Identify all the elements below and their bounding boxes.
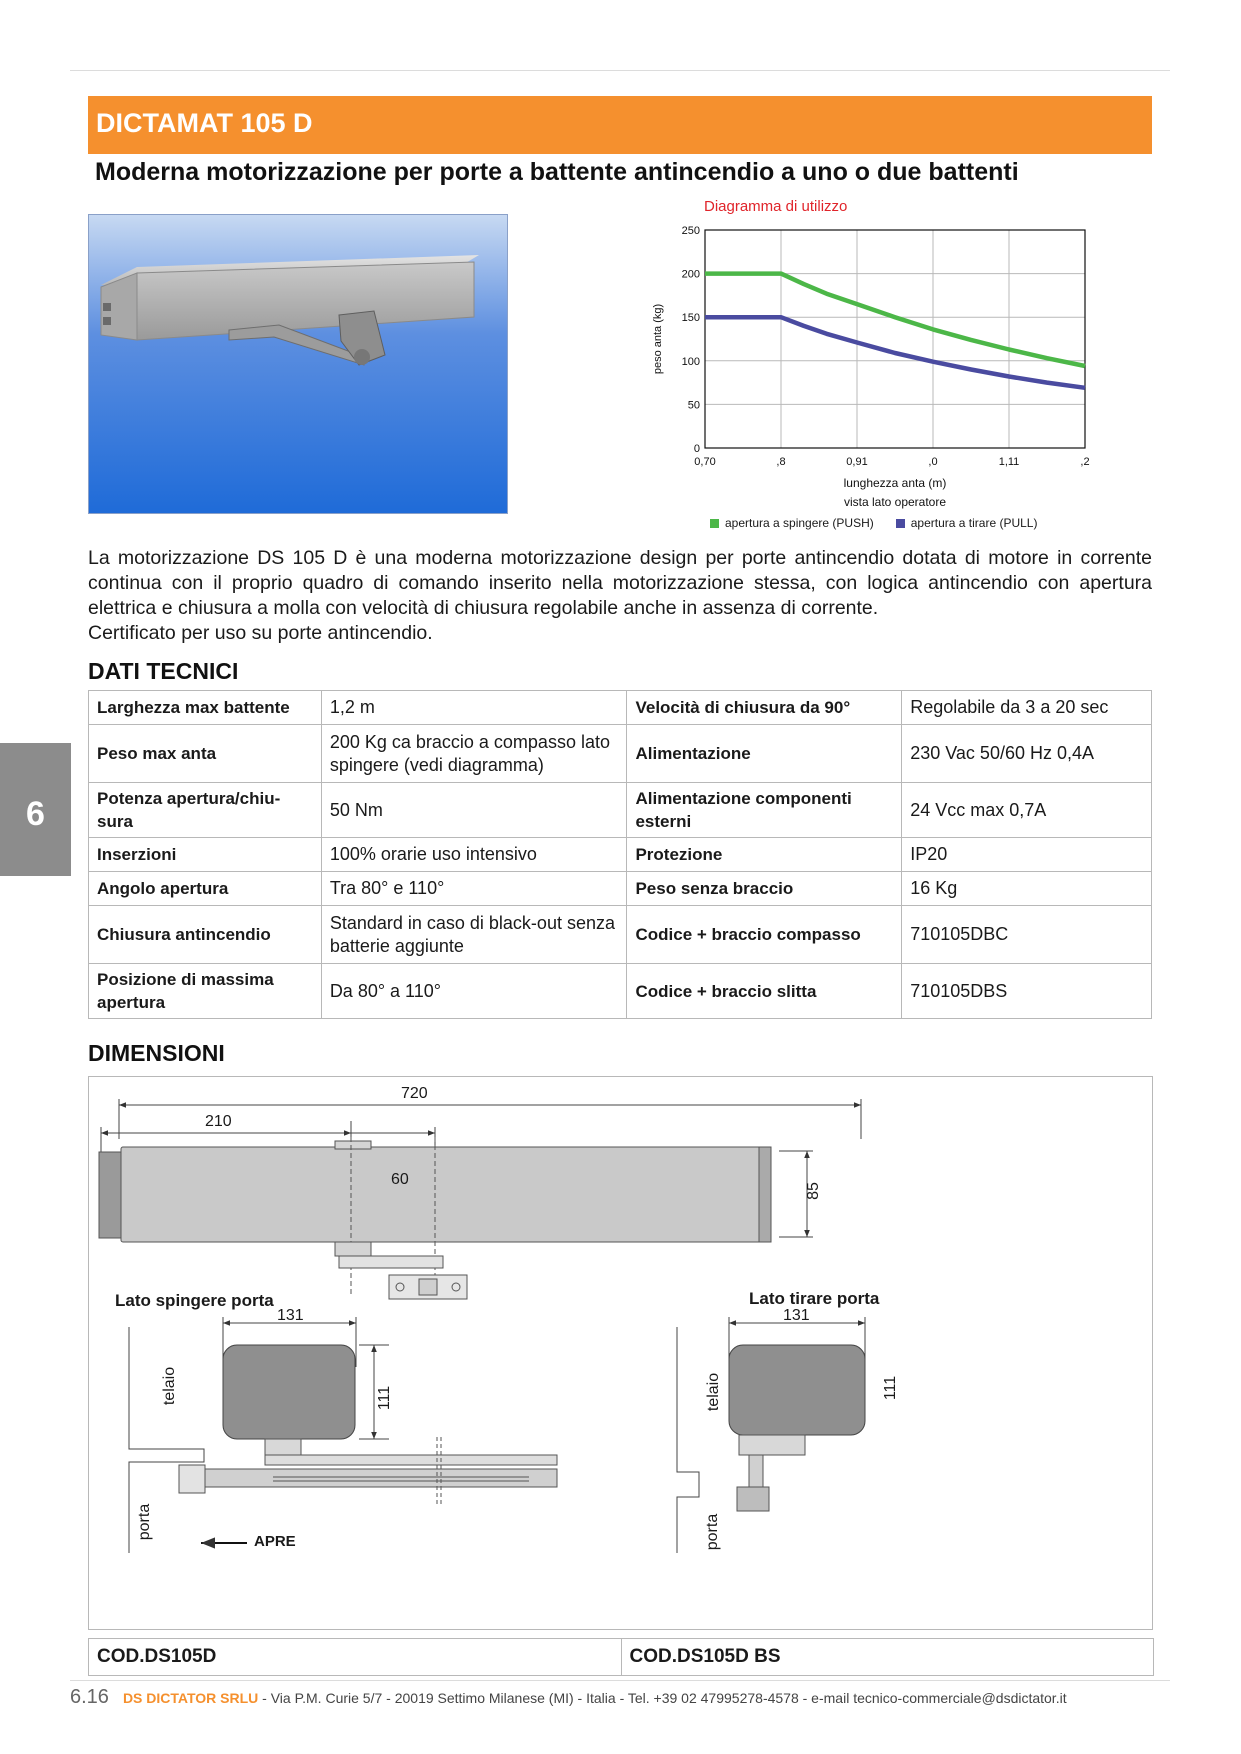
footer — [70, 1686, 1067, 1709]
chart-legend — [710, 516, 1037, 530]
dim-210: 210 — [205, 1113, 232, 1130]
chart-y-tick-label: 150 — [681, 312, 700, 325]
chart-x-tick-label: ,8 — [776, 456, 786, 468]
chart-y-tick-label: 50 — [687, 399, 700, 412]
dim-60: 60 — [391, 1171, 409, 1188]
push-dim-111: 111 — [376, 1385, 394, 1411]
page-subtitle: Moderna motorizzazione per porte a battente antincendio a uno o due battenti — [95, 158, 1019, 186]
usage-chart — [640, 222, 1090, 512]
description — [88, 546, 1152, 646]
chart-x-tick-label: 0,70 — [694, 456, 716, 468]
chart-x-label: lunghezza anta (m) — [843, 476, 947, 490]
page-number: 6.16 — [70, 1686, 109, 1708]
pull-side-caption: Lato tirare porta — [749, 1289, 880, 1308]
chart-y-tick-label: 100 — [681, 355, 700, 368]
top-rule — [70, 70, 1170, 71]
spec-key: Peso max anta — [89, 725, 322, 783]
spec-value: 16 Kg — [902, 872, 1152, 906]
chart-y-tick-label: 0 — [693, 443, 700, 455]
table-row — [89, 906, 1152, 964]
chart-x-tick-label: ,2 — [1080, 456, 1090, 468]
spec-key: Codice + braccio slitta — [627, 964, 902, 1019]
product-codes — [88, 1638, 1154, 1676]
chart-y-ticks — [682, 225, 700, 455]
spec-value: 710105DBS — [902, 964, 1152, 1019]
dimensions-drawing-frame — [88, 1076, 1153, 1630]
pull-frame-label: telaio — [705, 1372, 723, 1412]
dimensions-drawing — [89, 1077, 1152, 1629]
table-row — [89, 872, 1152, 906]
product-photo — [88, 214, 508, 514]
chart-y-label: peso anta (kg) — [652, 303, 664, 375]
product-code: COD.DS105D — [97, 1646, 217, 1667]
chart-y-tick-label: 200 — [681, 268, 700, 281]
spec-value: 200 Kg ca braccio a compasso lato spingere (vedi diagramma) — [321, 725, 627, 783]
spec-value: Regolabile da 3 a 20 sec — [902, 691, 1152, 725]
spec-key: Larghezza max battente — [89, 691, 322, 725]
spec-key: Peso senza braccio — [627, 872, 902, 906]
pull-dim-131: 131 — [783, 1307, 810, 1324]
table-row — [89, 691, 1152, 725]
table-row — [89, 783, 1152, 838]
spec-key: Alimentazione componenti esterni — [627, 783, 902, 838]
chart-y-tick-label: 250 — [681, 225, 700, 237]
table-row — [89, 838, 1152, 872]
product-code: COD.DS105D BS — [621, 1639, 1154, 1675]
push-dim-131: 131 — [277, 1307, 304, 1324]
specs-heading: DATI TECNICI — [88, 658, 239, 684]
opens-label: APRE — [254, 1533, 296, 1550]
chart-frame — [705, 230, 1085, 448]
spec-key: Chiusura antincendio — [89, 906, 322, 964]
spec-key: Velocità di chiusura da 90° — [627, 691, 902, 725]
description-certification: Certificato per uso su porte antincendio. — [88, 622, 433, 644]
pull-dim-111: 111 — [882, 1375, 900, 1401]
spec-value: 710105DBC — [902, 906, 1152, 964]
spec-value: Tra 80° e 110° — [321, 872, 627, 906]
chart-x-ticks — [694, 456, 1089, 468]
footer-rule — [70, 1680, 1170, 1681]
spec-value: Standard in caso di black-out senza batterie aggiunte — [321, 906, 627, 964]
spec-key: Protezione — [627, 838, 902, 872]
spec-key: Alimentazione — [627, 725, 902, 783]
legend-swatch-pull — [896, 519, 905, 528]
dimensions-heading: DIMENSIONI — [88, 1040, 225, 1066]
push-door-label: porta — [136, 1503, 154, 1541]
spec-value: Da 80° a 110° — [321, 964, 627, 1019]
dim-720: 720 — [401, 1085, 428, 1102]
spec-value: 1,2 m — [321, 691, 627, 725]
chart-x-tick-label: 1,11 — [998, 456, 1020, 468]
legend-swatch-push — [710, 519, 719, 528]
table-row — [89, 725, 1152, 783]
spec-value: 230 Vac 50/60 Hz 0,4A — [902, 725, 1152, 783]
chart-grid — [705, 230, 1085, 448]
pull-door-label: porta — [704, 1513, 722, 1551]
company-name: DS DICTATOR SRLU — [122, 1690, 259, 1706]
push-side-caption: Lato spingere porta — [115, 1291, 274, 1310]
chapter-tab — [0, 743, 71, 876]
spec-key: Codice + braccio compasso — [627, 906, 902, 964]
push-frame-label: telaio — [161, 1366, 179, 1406]
spec-key: Potenza apertura/chiu-sura — [89, 783, 322, 838]
company-address: - Via P.M. Curie 5/7 - 20019 Settimo Milanese (MI) - Italia - Tel. +39 02 47995278-4578 - e-mail tecnico-commerciale@dsdictator.it — [258, 1690, 1067, 1706]
title-banner — [88, 96, 1152, 154]
chart-x-tick-label: ,0 — [928, 456, 938, 468]
spec-key: Angolo apertura — [89, 872, 322, 906]
chart-series — [705, 274, 1085, 388]
spec-key: Inserzioni — [89, 838, 322, 872]
chart-x-tick-label: 0,91 — [846, 456, 868, 468]
chart-x-caption: vista lato operatore — [843, 495, 947, 509]
chapter-number: 6 — [26, 795, 45, 833]
legend-label-push: apertura a spingere (PUSH) — [725, 516, 874, 530]
chart-title: Diagramma di utilizzo — [704, 198, 848, 215]
page-title: DICTAMAT 105 D — [96, 108, 313, 138]
spec-value: IP20 — [902, 838, 1152, 872]
spec-value: 50 Nm — [321, 783, 627, 838]
spec-value: 24 Vcc max 0,7A — [902, 783, 1152, 838]
dim-85: 85 — [804, 1182, 822, 1200]
legend-label-pull: apertura a tirare (PULL) — [910, 516, 1038, 530]
description-paragraph: La motorizzazione DS 105 D è una moderna motorizzazione design per porte antincendio dotata di motore in corrente continua con il proprio quadro di comando inserito nella motorizzazione stessa, con logica antincendio con apertura elettrica e chiusura a molla con velocità di chiusura regolabile anche in assenza di corrente. — [88, 547, 1152, 619]
operator-illustration — [89, 215, 507, 513]
spec-key: Posizione di massima apertura — [89, 964, 322, 1019]
specs-table — [88, 690, 1152, 1019]
table-row — [89, 964, 1152, 1019]
spec-value: 100% orarie uso intensivo — [321, 838, 627, 872]
